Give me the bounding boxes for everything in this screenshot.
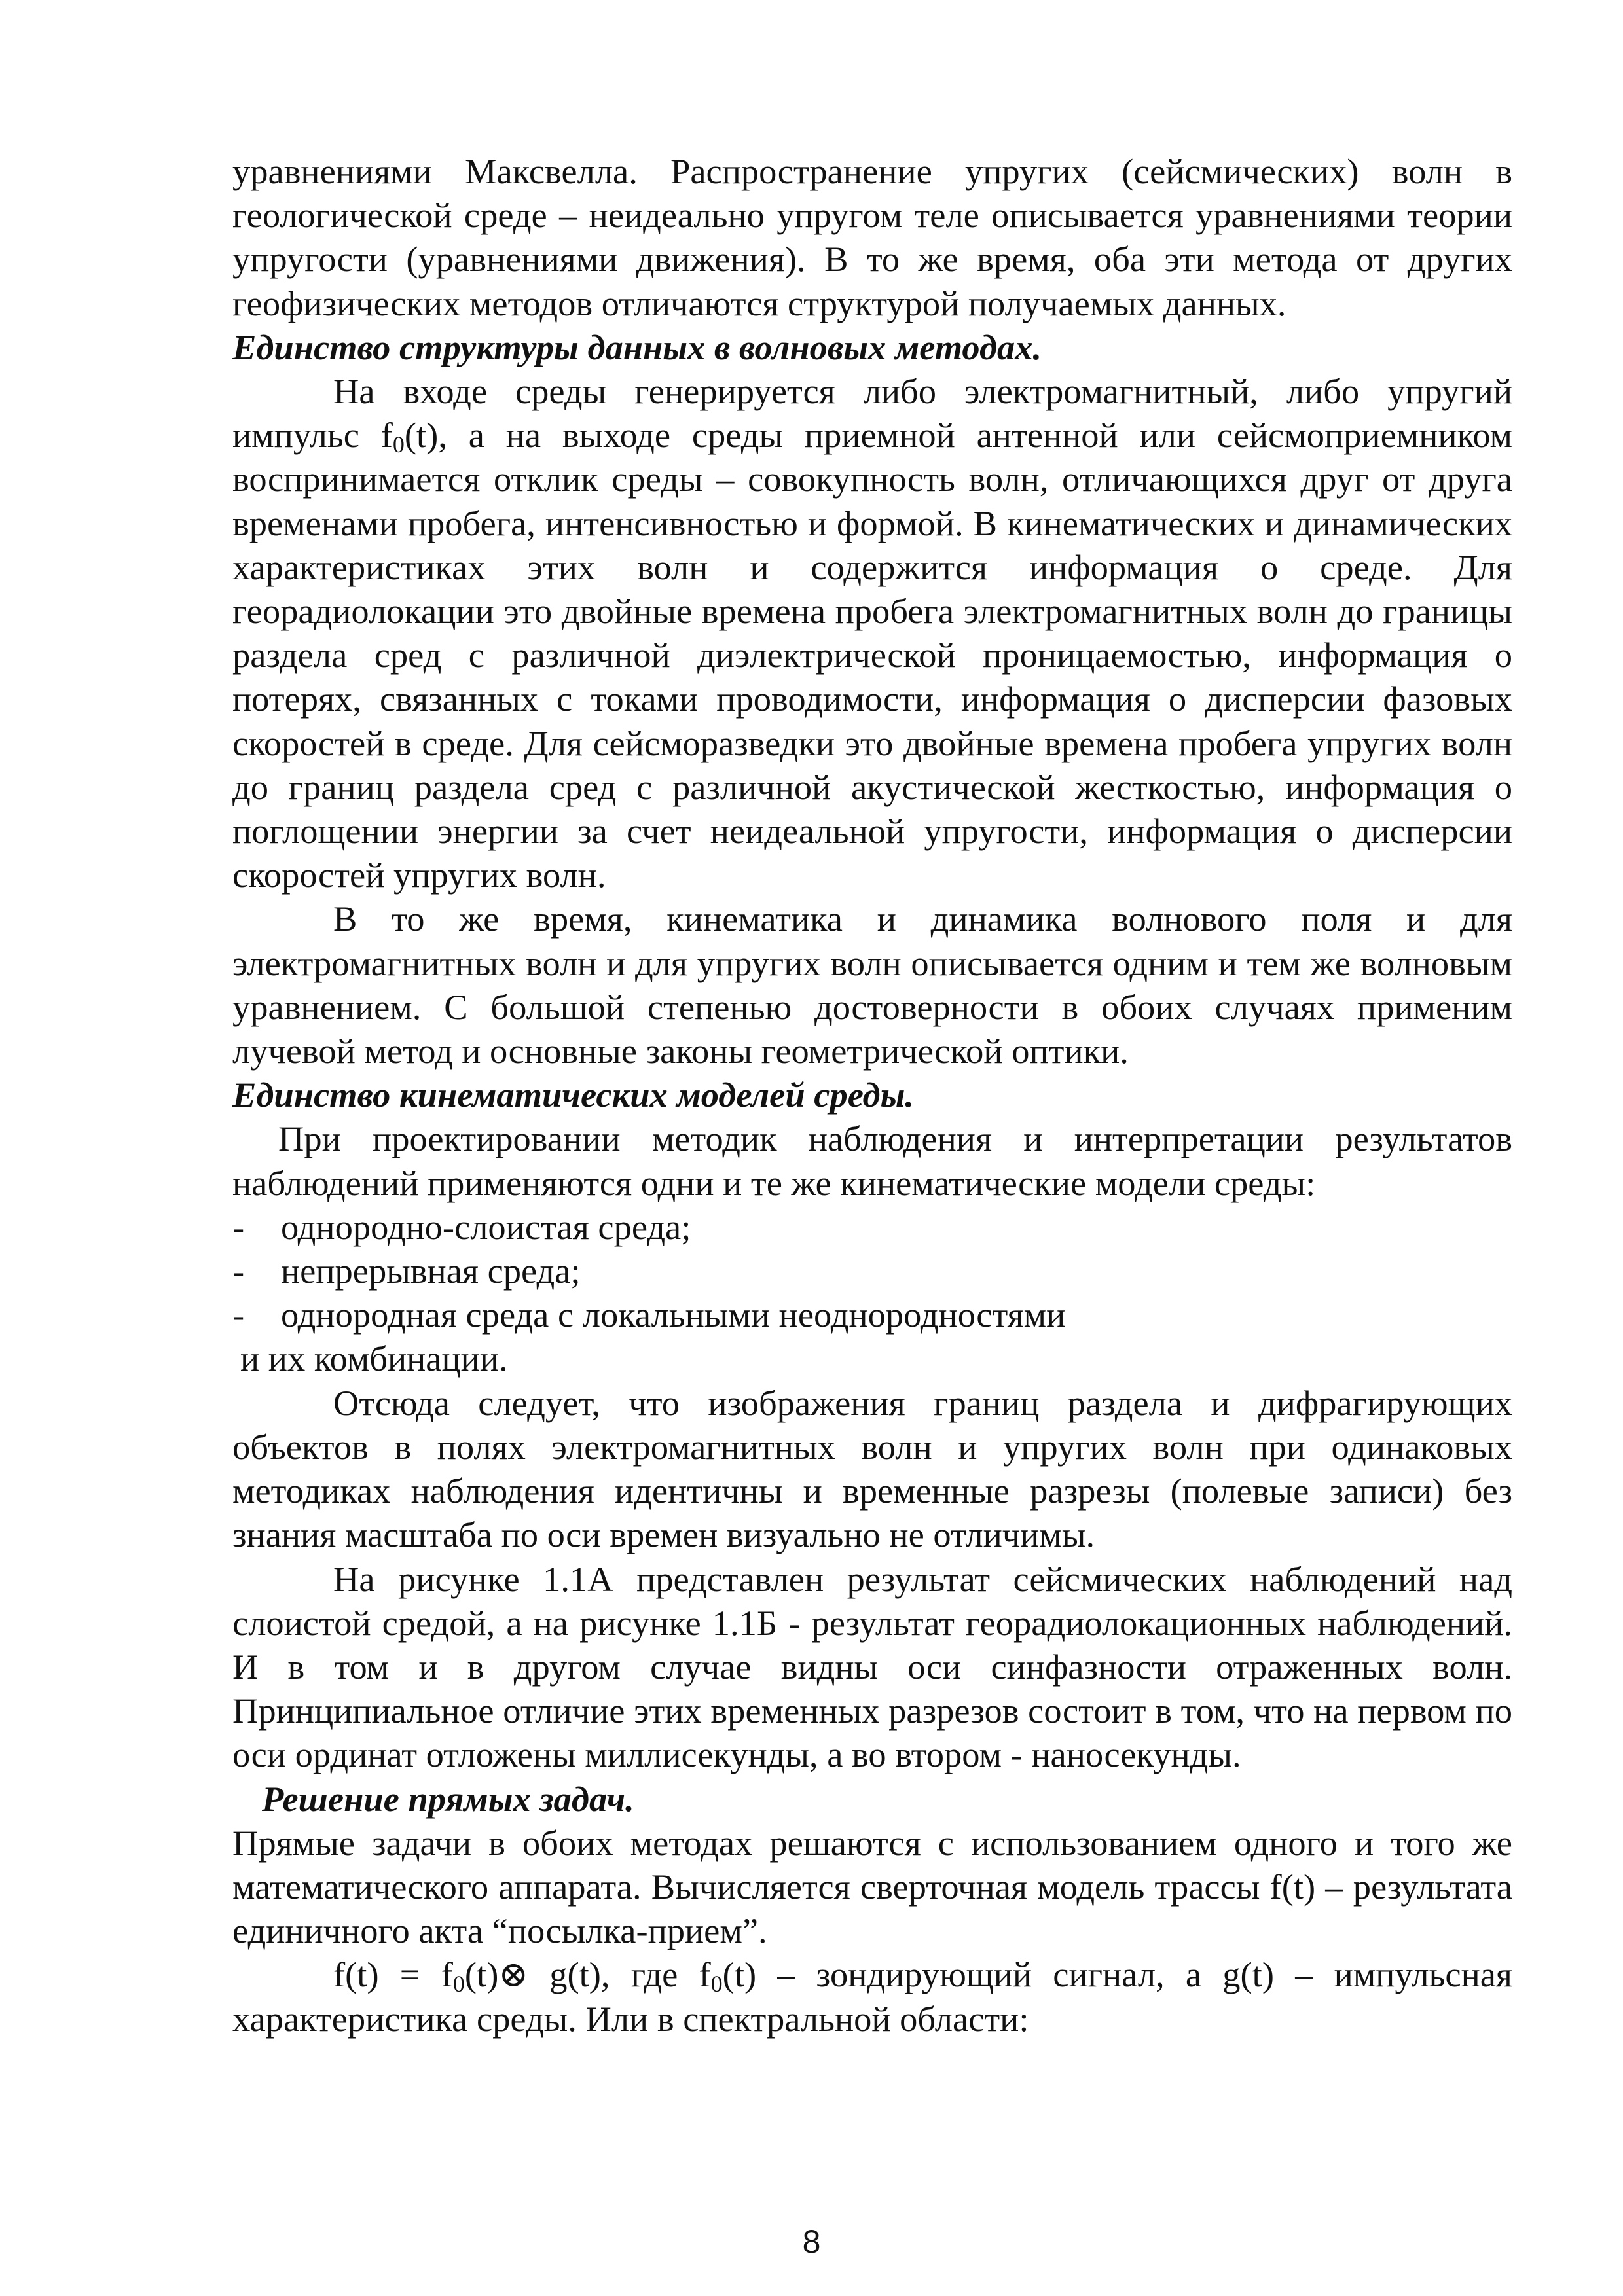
paragraph-kinematic-models: При проектировании методик наблюдения и интерпретации результатов наблюдений применяются одни и те же кинематические модели среды: <box>232 1119 1512 1203</box>
heading-kinematic-models-unity: Единство кинематических моделей среды. <box>232 1075 915 1115</box>
subscript-zero: 0 <box>452 1971 465 1998</box>
paragraph-figure-reference: На рисунке 1.1А представлен результат сейсмических наблюдений над слоистой средой, а на рисунке 1.1Б - результат георадиолокационных наблюдений. И в том и в другом случае видны оси синфазности отраженных волн. Принципиальное отличие этих временных разрезов состоит в том, что на первом по оси ординат отложены миллисекунды, а во втором - наносекунды. <box>232 1558 1512 1775</box>
list-dash: - <box>232 1251 245 1291</box>
paragraph-combinations: и их комбинации. <box>240 1338 508 1379</box>
paragraph-convolution-model: Прямые задачи в обоих методах решаются с использованием одного и того же математического аппарата. Вычисляется сверточная модель трассы f(t) – результата единичного акта “посылка-прием”. <box>232 1822 1512 1951</box>
list-item <box>232 1249 1512 1293</box>
heading-data-structure-unity: Единство структуры данных в волновых методах. <box>232 327 1042 367</box>
subscript-zero: 0 <box>710 1971 723 1998</box>
paragraph-convolution-formula <box>232 1952 1512 2040</box>
page-number: 8 <box>802 2223 821 2260</box>
text-segment: На входе среды генерируется либо электромагнитный, либо упругий импульс f <box>232 371 1512 456</box>
list-dash: - <box>232 1206 245 1247</box>
subscript-zero: 0 <box>392 431 405 458</box>
paragraph-identical-images: Отсюда следует, что изображения границ раздела и дифрагирующих объектов в полях электромагнитных волн и упругих волн при одинаковых методиках наблюдения идентичны и временные разрезы (полевые записи) без знания масштаба по оси времен визуально не отличимы. <box>232 1382 1512 1555</box>
list-item-text: однородно-слоистая среда; <box>281 1206 691 1247</box>
document-body <box>232 149 1512 2041</box>
paragraph-kinematics-dynamics: В то же время, кинематика и динамика волнового поля и для электромагнитных волн и для упругих волн описывается одним и тем же волновым уравнением. С большой степенью достоверности в обоих случаях применим лучевой метод и основные законы геометрической оптики. <box>232 899 1512 1071</box>
paragraph-wave-response <box>232 369 1512 897</box>
text-segment: (t)⊗ g(t), где f <box>464 1954 711 1995</box>
text-segment: (t) – зондирующий сигнал, а g(t) – импульсная характеристика среды. Или в спектральной области: <box>232 1954 1512 2039</box>
list-item-text: однородная среда с локальными неоднородностями <box>281 1295 1066 1335</box>
text-segment: f(t) = f <box>333 1954 453 1995</box>
list-dash: - <box>232 1295 245 1335</box>
models-list <box>232 1205 1512 1337</box>
paragraph-maxwell-equations: уравнениями Максвелла. Распространение упругих (сейсмических) волн в геологической среде – неидеально упругом теле описывается уравнениями теории упругости (уравнениями движения). В то же время, оба эти метода от других геофизических методов отличаются структурой получаемых данных. <box>232 151 1512 323</box>
list-item <box>232 1205 1512 1249</box>
list-item <box>232 1293 1512 1336</box>
heading-forward-problems: Решение прямых задач. <box>262 1778 634 1819</box>
text-segment: (t), а на выходе среды приемной антенной или сейсмоприемником воспринимается отклик среды – совокупность волн, отличающихся друг от друга временами пробега, интенсивностью и формой. В кинематических и динамических характеристиках этих волн и содержится информация о среде. Для георадиолокации это двойные времена пробега электромагнитных волн до границы раздела сред с различной диэлектрической проницаемостью, информация о потерях, связанных с токами проводимости, информация о дисперсии фазовых скоростей в среде. Для сейсморазведки это двойные времена пробега упругих волн до границ раздела сред с различной акустической жесткостью, информация о поглощении энергии за счет неидеальной упругости, информация о дисперсии скоростей упругих волн. <box>232 415 1512 895</box>
list-item-text: непрерывная среда; <box>281 1251 581 1291</box>
